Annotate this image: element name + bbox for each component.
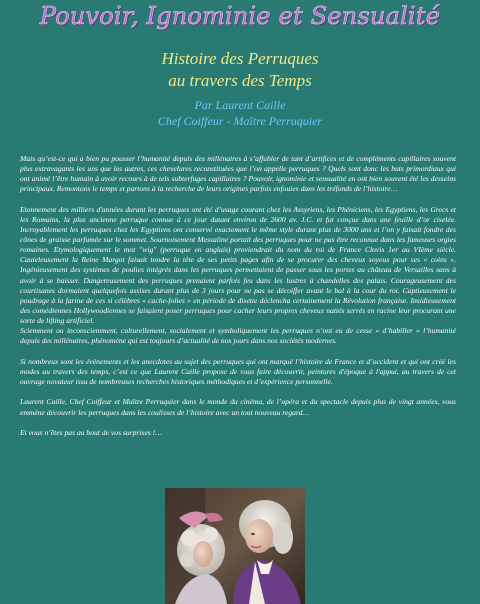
book-title-line1: Histoire des Perruques	[161, 49, 319, 68]
paragraph-modern: Sciemment ou inconsciemment, culturellement, socialement et symboliquement les perruques n’ont eu de cesse « d’habiller » l’humanité depuis des millénaires, phénomène qui est toujours d’actualité de nos jours dans nos sociétés modernes.	[20, 326, 456, 346]
paragraph-book: Si nombreux sont les événements et les anecdotes au sujet des perruques qui ont marqué l’histoire de France et d’occident et qui ont créé les modes au travers des temps, c’est ce que Laurent Caille propose de vous faire découvrir, peintures d'époque à l'appui, au travers de cet ouvrage novateur issu de nombreuses recherches historiques méthodiques et d’expérience personnelle.	[20, 356, 456, 386]
article-body	[20, 154, 456, 449]
author-role: Chef Coiffeur - Maître Perruquier	[157, 114, 323, 128]
site-banner: Pouvoir, Ignominie et Sensualité	[39, 2, 441, 30]
author-name: Par Laurent Caille	[194, 98, 286, 112]
paragraph-career: Laurent Caille, Chef Coiffeur et Maître Perruquier dans le monde du cinéma, de l’opéra et du spectacle depuis plus de vingt années, vous emmène découvrir les perruques dans les coulisses de l’histoire avec un tout nouveau regard…	[20, 397, 456, 417]
book-title-line2: au travers des Temps	[168, 71, 312, 90]
paragraph-history: Etonnement des milliers d'années durant les perruques ont été d’usage courant chez les Assyriens, les Phéniciens, les Egyptiens, les Grecs et les Romains, la plus ancienne perruque connue à ce jour datant environ de 2600 av. J.C. et fut conçue dans une feuille d’or ciselée. Incroyablement les perruques chez les Egyptiens ont conservé exactement le même style durant plus de 3000 ans et l’on y faisait fondre des cônes de graisse parfumée sur le sommet. Sournoisement Messaline portait des perruques pour ne pas être reconnue dans les fameuses orgies romaines. Etymologiquement le mot "wig" (perruque en anglais) proviendrait du nom du roi de France Clovis 1er au VIème siècle. Cauteleusement la Reine Margot faisait tondre la tête de ses petits pages afin de se procurer des cheveux soyeux pour ses « coins ». Ingénieusement des systèmes de poulies intégrés dans les perruques permettaient de passer sous les portes au château de Versailles sans à avoir à se baisser. Dangereusement des perruques prenaient parfois feu dans les lustres à chandelles des palais. Courageusement des courtisanes dormaient quelquefois assises durant plus de 3 jours pour ne pas se décoiffer avant le bal à la cour du roi. Captieusement le poudrage à la farine de ces si célèbres « cache-folies » en période de disette déclencha certainement la Révolution française. Insidieusement des comédiennes Hollywoodiennes se faisaient poser perruques pour cacher leurs propres cheveux nattés serrés en racine leur procurant une sorte de lifting artificiel.	[20, 204, 456, 325]
paragraph-intro: Mais qu’est-ce qui a bien pu pousser l’humanité depuis des millénaires à s’affubler de tant d’artifices et de compléments capillaires souvent plus extravagants les uns que les autres, ces chevelures reconstituées que l’on appelle perruques ? Quels sont donc les buts primordiaux qui ont animé l’être humain à avoir recours à de tels subterfuges capillaires ? Pouvoir, ignominie et sensualité en ont bien souvent été les desseins principaux. Remontons le temps et partons à la recherche de leurs origines parfois enfouies dans les tréfonds de l’histoire…	[20, 154, 456, 194]
paragraph-closing: Et vous n’êtes pas au bout de vos surprises !…	[20, 428, 162, 438]
period-costume-photo	[165, 488, 305, 604]
